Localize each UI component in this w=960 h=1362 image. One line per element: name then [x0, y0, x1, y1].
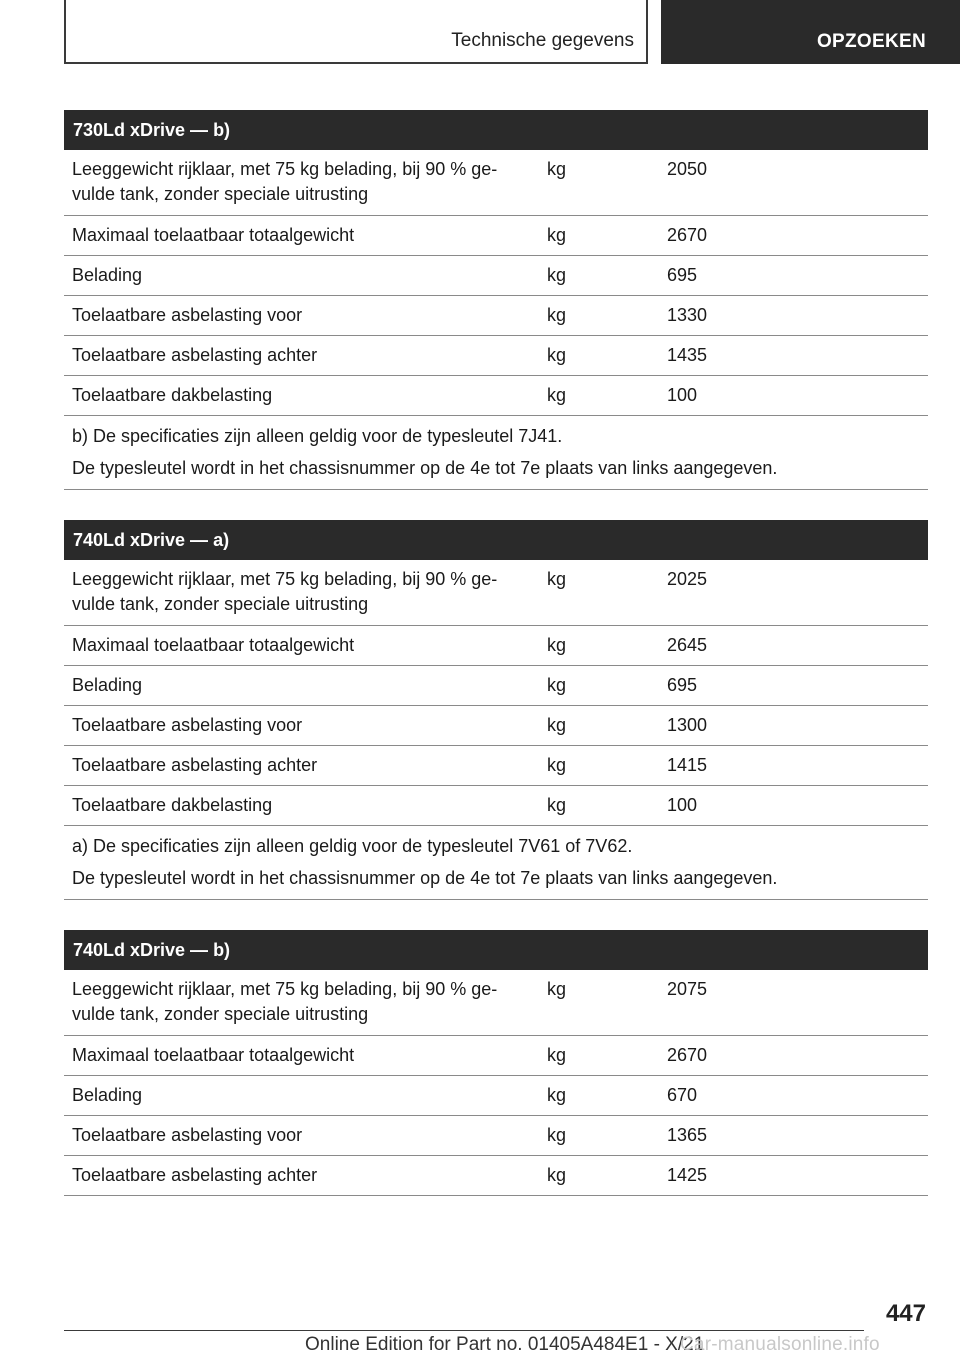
row-value: 100 [667, 385, 698, 405]
row-value: 2050 [667, 159, 708, 179]
row-unit: kg [547, 1165, 567, 1185]
row-label: Belading [72, 675, 143, 695]
row-value: 2025 [667, 569, 708, 589]
row-label: Toelaatbare dakbelasting [72, 385, 273, 405]
row-label: Toelaatbare asbelasting achter [72, 755, 318, 775]
row-label: Toelaatbare asbelasting voor [72, 1125, 303, 1145]
row-value: 2075 [667, 979, 708, 999]
header-tab[interactable] [661, 0, 960, 64]
table-row [64, 560, 928, 626]
table-row [64, 1156, 928, 1196]
spec-section [64, 930, 928, 1196]
watermark: Car-manualsonline.info [680, 1334, 880, 1355]
table-row [64, 666, 928, 706]
table-row [64, 1036, 928, 1076]
row-unit: kg [547, 755, 567, 775]
row-unit: kg [547, 159, 567, 179]
table-row [64, 786, 928, 826]
footnote-line: b) De specificaties zijn alleen geldig voor de typesleutel 7J41. [72, 426, 563, 446]
footnote-line: a) De specificaties zijn alleen geldig voor de typesleutel 7V61 of 7V62. [72, 836, 633, 856]
row-label: Toelaatbare asbelasting voor [72, 715, 303, 735]
row-value: 695 [667, 265, 698, 285]
footnote [64, 416, 928, 490]
section-heading: 730Ld xDrive — b) [64, 110, 928, 150]
table-row [64, 706, 928, 746]
row-value: 1425 [667, 1165, 708, 1185]
table-row [64, 256, 928, 296]
row-value: 100 [667, 795, 698, 815]
edition-text: Online Edition for Part no. 01405A484E1 - X/21 [305, 1334, 705, 1355]
footnote-line: De typesleutel wordt in het chassisnummer op de 4e tot 7e plaats van links aangegeven. [72, 458, 778, 478]
row-label: Maximaal toelaatbaar totaalgewicht [72, 1045, 355, 1065]
row-unit: kg [547, 635, 567, 655]
row-value: 2670 [667, 225, 708, 245]
table-row [64, 746, 928, 786]
table-row [64, 336, 928, 376]
table-row [64, 1116, 928, 1156]
footnote [64, 826, 928, 900]
row-value: 1330 [667, 305, 708, 325]
row-label: Toelaatbare asbelasting achter [72, 345, 318, 365]
table-row [64, 1076, 928, 1116]
row-unit: kg [547, 675, 567, 695]
spec-tables [64, 110, 928, 1226]
table-row [64, 216, 928, 256]
row-unit: kg [547, 1125, 567, 1145]
row-unit: kg [547, 1085, 567, 1105]
row-unit: kg [547, 385, 567, 405]
page-number: 447 [885, 1300, 926, 1327]
row-label: Leeggewicht rijklaar, met 75 kg belading, bij 90 % ge- vulde tank, zonder speciale uitrusting [72, 159, 498, 204]
row-label: Leeggewicht rijklaar, met 75 kg belading, bij 90 % ge- vulde tank, zonder speciale uitrusting [72, 979, 498, 1024]
row-unit: kg [547, 305, 567, 325]
row-label: Belading [72, 265, 143, 285]
table-row [64, 376, 928, 416]
row-value: 2645 [667, 635, 708, 655]
section-heading: 740Ld xDrive — a) [64, 520, 928, 560]
footer-divider [64, 1330, 864, 1331]
row-unit: kg [547, 1045, 567, 1065]
row-label: Toelaatbare dakbelasting [72, 795, 273, 815]
row-value: 695 [667, 675, 698, 695]
row-label: Toelaatbare asbelasting achter [72, 1165, 318, 1185]
spec-section [64, 110, 928, 490]
section-heading: 740Ld xDrive — b) [64, 930, 928, 970]
tab-opzoeken[interactable]: OPZOEKEN [816, 31, 926, 52]
section-title: Technische gegevens [451, 30, 634, 51]
footnote-line: De typesleutel wordt in het chassisnummer op de 4e tot 7e plaats van links aangegeven. [72, 868, 778, 888]
row-value: 1365 [667, 1125, 708, 1145]
row-unit: kg [547, 979, 567, 999]
row-label: Toelaatbare asbelasting voor [72, 305, 303, 325]
row-label: Maximaal toelaatbaar totaalgewicht [72, 635, 355, 655]
table-row [64, 626, 928, 666]
row-unit: kg [547, 265, 567, 285]
table-row [64, 150, 928, 216]
row-unit: kg [547, 225, 567, 245]
row-value: 1415 [667, 755, 708, 775]
spec-section [64, 520, 928, 900]
row-unit: kg [547, 795, 567, 815]
row-unit: kg [547, 345, 567, 365]
row-unit: kg [547, 569, 567, 589]
row-unit: kg [547, 715, 567, 735]
row-value: 1435 [667, 345, 708, 365]
row-label: Maximaal toelaatbaar totaalgewicht [72, 225, 355, 245]
table-row [64, 970, 928, 1036]
row-label: Belading [72, 1085, 143, 1105]
row-value: 1300 [667, 715, 708, 735]
header-section-box [64, 0, 648, 64]
table-row [64, 296, 928, 336]
row-value: 670 [667, 1085, 698, 1105]
row-value: 2670 [667, 1045, 708, 1065]
row-label: Leeggewicht rijklaar, met 75 kg belading, bij 90 % ge- vulde tank, zonder speciale uitrusting [72, 569, 498, 614]
